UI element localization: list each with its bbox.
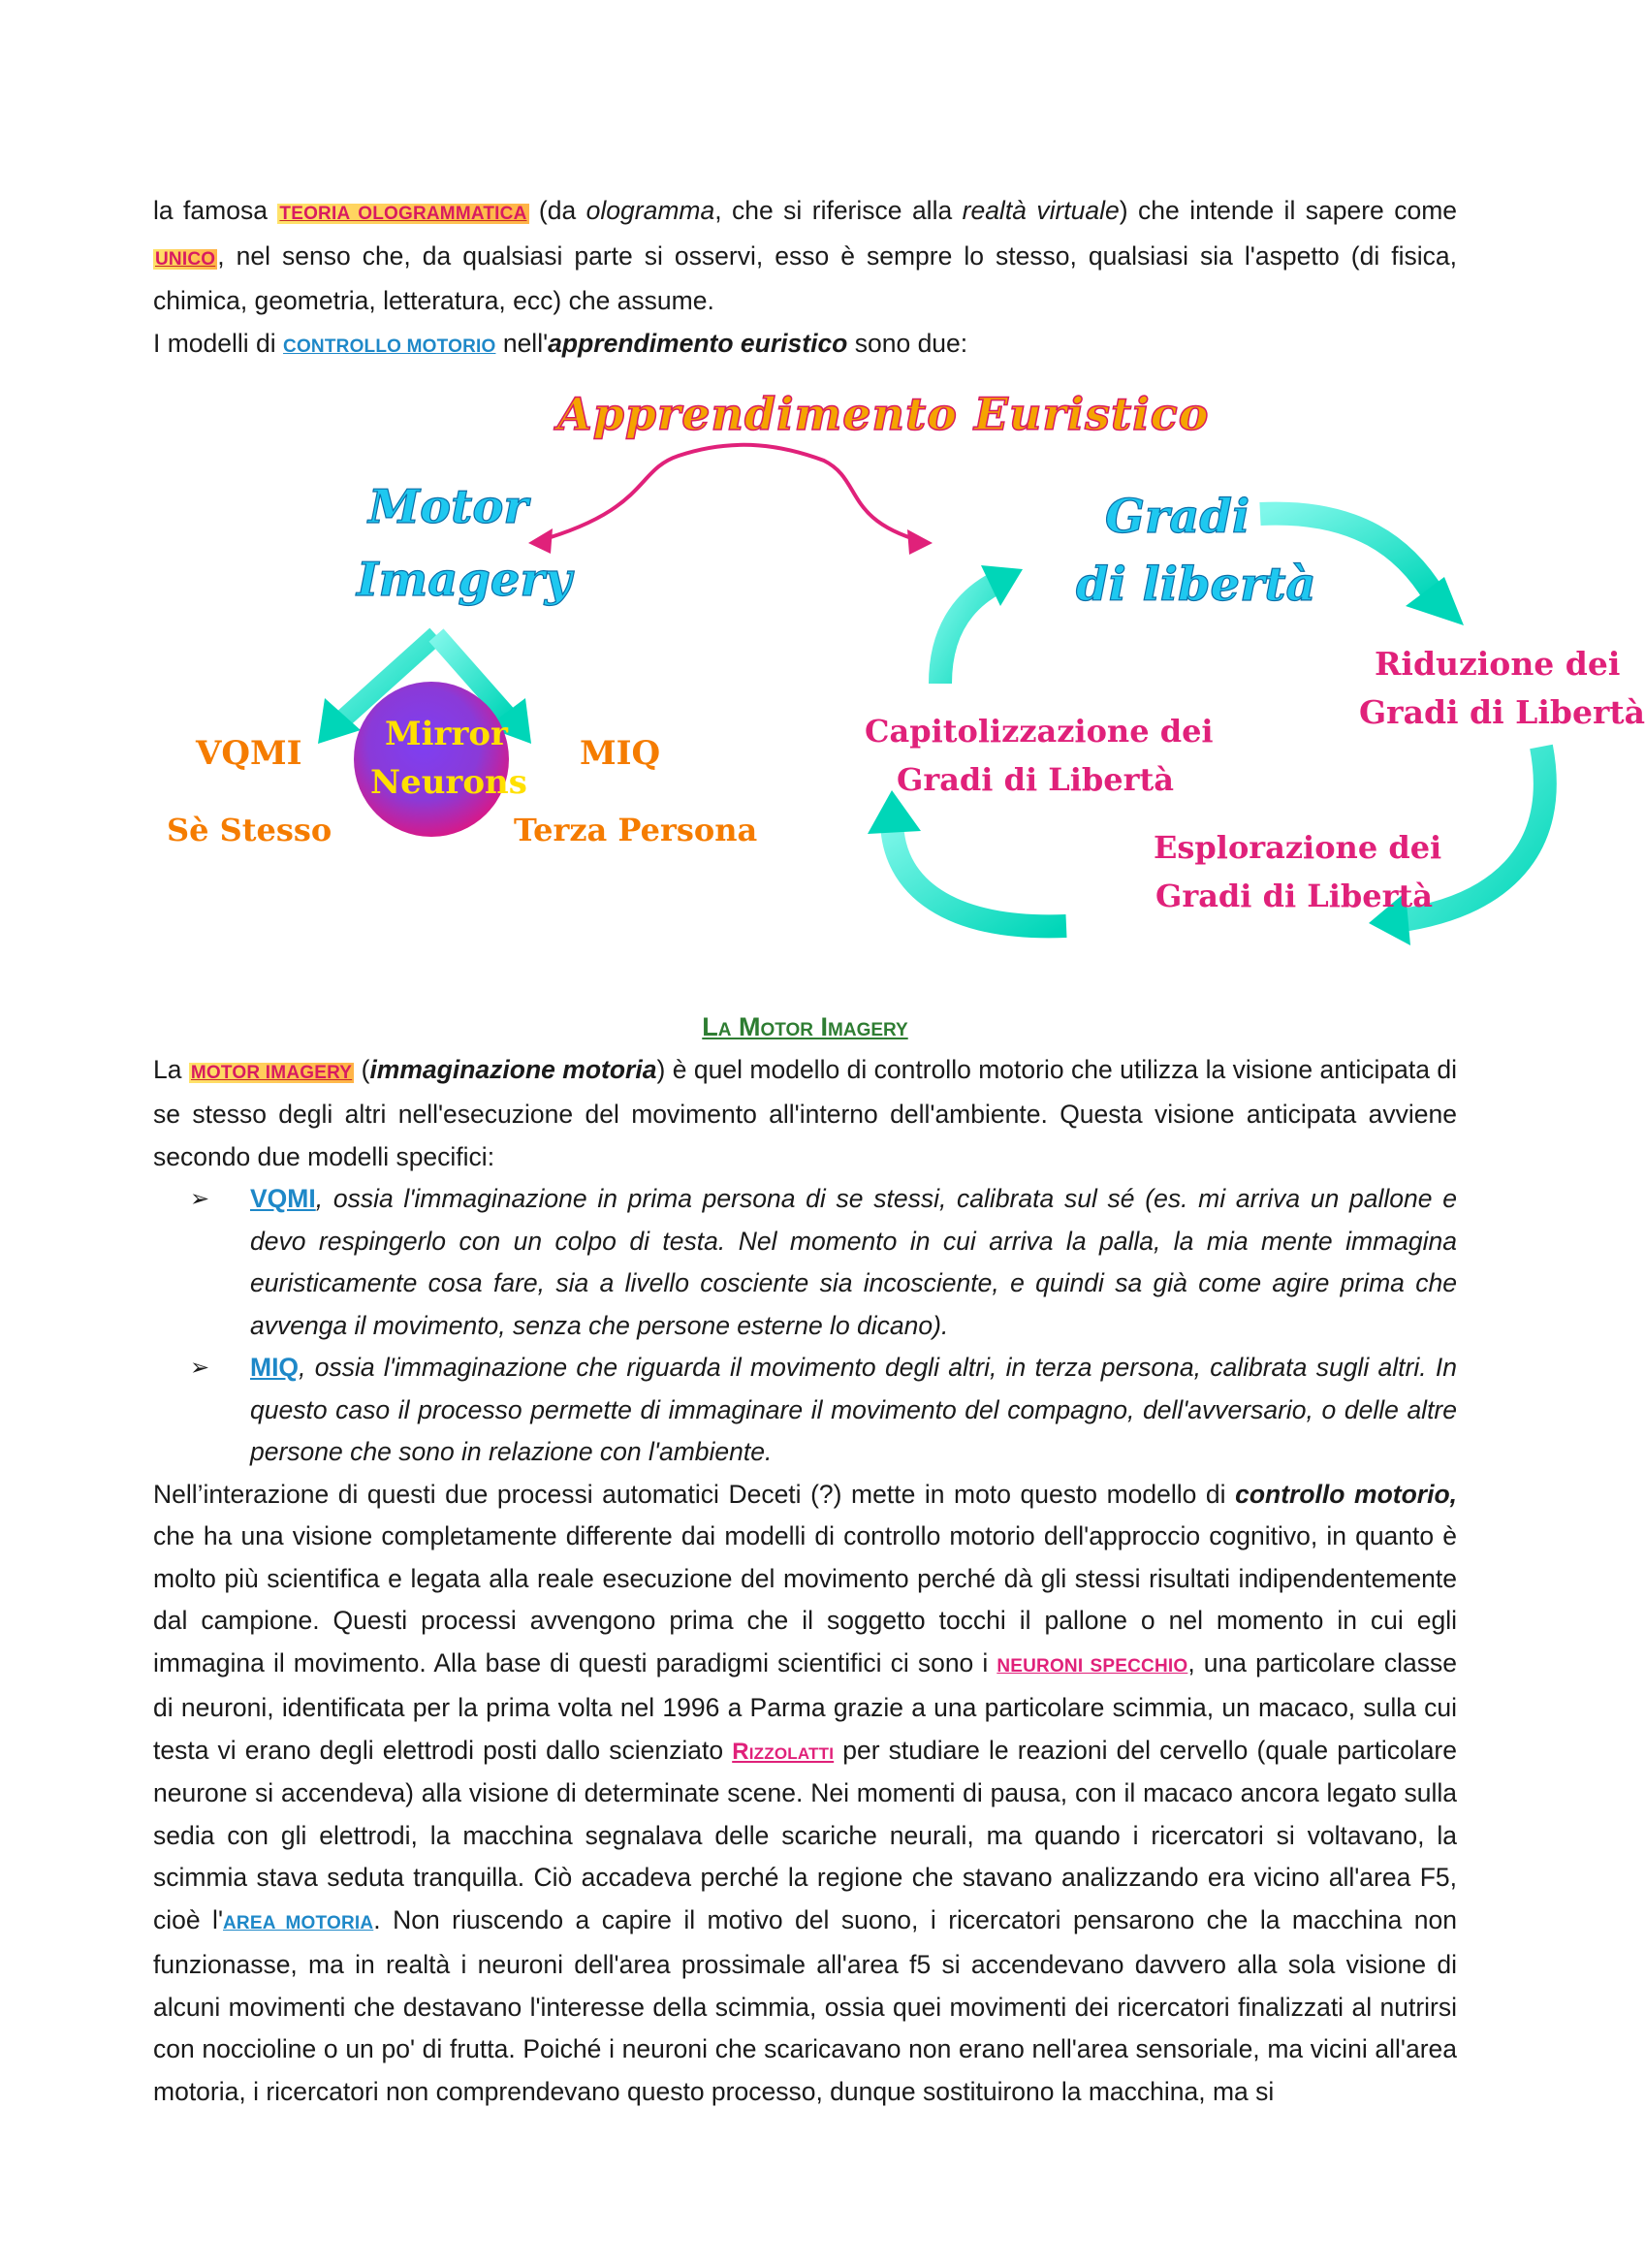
heuristic-learning-diagram	[145, 364, 1645, 965]
section-paragraph-2: Nell’interazione di questi due processi automatici Deceti (?) mette in moto questo modello di controllo motorio, che ha una visione completamente differente dai modelli di controllo motorio dell'approccio cognitivo, in quanto è molto più scientifica e legata alla reale esecuzione del movimento perché dà gli stessi risultati indipendentemente dal campione. Questi processi avvengono prima che il soggetto tocchi il pallone o nel momento in cui egli immagina il movimento. Alla base di questi paradigmi scientifici ci sono i NEURONI SPECCHIO, una particolare classe di neuroni, identificata per la prima volta nel 1996 a Parma grazie a una particolare scimmia, un macaco, sulla cui testa vi erano degli elettrodi posti dallo scienziato Rizzolatti per studiare le reazioni del cervello (quale particolare neurone si accendeva) alla visione di determinate scene. Nei momenti di pausa, con il macaco ancora legato sulla sedia con gli elettrodi, la macchina segnalava delle scariche neurali, ma quando i ricercatori si voltavano, la scimmia stava seduta tranquilla. Ciò accadeva perché la regione che stavano analizzando era vicino all'area F5, cioè l'AREA MOTORIA. Non riuscendo a capire il motivo del suono, i ricercatori pensarono che la macchina non funzionasse, ma in realtà i neuroni dell'area prossimale all'area f5 si accendevano davvero alla sola visione di alcuni movimenti che destavano l'interesse della scimmia, ossia quei movimenti dei ricercatori finalizzati al nutrirsi con noccioline o un po' di frutta. Poiché i neuroni che scaricavano non erano nell'area sensoriale, ma vicini all'area motoria, i ricercatori non comprendevano questo processo, dunque sostituirono la macchina, ma si	[153, 1479, 1457, 2106]
intro-paragraph-1: la famosa TEORIA OLOGRAMMATICA (da ologramma, che si riferisce alla realtà virtuale) che intende il sapere come UNICO, nel senso che, da qualsiasi parte si osservi, esso è sempre lo stesso, qualsiasi sia l'aspetto (di fisica, chimica, geometria, letteratura, ecc) che assume.	[153, 196, 1458, 315]
arrowhead-left-icon	[528, 528, 553, 554]
label-se-stesso: Sè Stesso	[167, 812, 332, 848]
list-item: ➢ VQMI, ossia l'immaginazione in prima persona di se stessi, calibrata sul sé (es. mi arriva un pallone e devo respingerlo con un colpo di testa. Nel momento in cui arriva la palla, la mia mente immagina euristicamente cosa fare, sia a livello cosciente sia incosciente, e quindi sa già come agire prima che avvenga il movimento, senza che persone esterne lo dicano).	[250, 1178, 1457, 1347]
label-vqmi: VQMI	[196, 734, 302, 773]
label-miq: MIQ	[580, 734, 661, 773]
arrow-bullet-icon: ➢	[190, 1186, 210, 1212]
keyword-neuroni-specchio: NEURONI SPECCHIO	[996, 1655, 1188, 1677]
motor-imagery-line-1: Motor	[368, 480, 528, 534]
label-capitolizzazione-2: Gradi di Libertà	[897, 761, 1175, 798]
label-riduzione-2: Gradi di Libertà	[1359, 693, 1645, 731]
mirror-neurons-line-1: Mirror	[385, 715, 508, 753]
motor-imagery-line-2: Imagery	[357, 553, 572, 607]
gradi-line-1: Gradi	[1105, 490, 1250, 544]
label-esplorazione-2: Gradi di Libertà	[1155, 878, 1434, 914]
cycle-arrow-left	[940, 582, 998, 684]
motor-imagery-section	[153, 997, 1457, 2113]
bullet-list	[153, 1178, 1457, 1474]
mirror-neurons-line-2: Neurons	[370, 763, 527, 802]
list-item: ➢ MIQ, ossia l'immaginazione che riguarda il movimento degli altri, in terza persona, calibrata sugli altri. In questo caso il processo permette di immaginare il movimento del compagno, dell'avversario, o delle altre persone che sono in relazione con l'ambiente.	[250, 1347, 1457, 1474]
arrow-bullet-icon: ➢	[190, 1355, 210, 1381]
cycle-arrow-bottom	[892, 819, 1066, 926]
diagram-title: Apprendimento Euristico	[557, 388, 1210, 440]
keyword-unico: UNICO	[155, 248, 216, 270]
label-esplorazione-1: Esplorazione dei	[1154, 829, 1442, 866]
gradi-line-2: di libertà	[1076, 558, 1316, 612]
keyword-teoria-olografica: TEORIA OLOGRAMMATICA	[279, 204, 527, 224]
intro-block	[153, 190, 1457, 367]
label-terza-persona: Terza Persona	[514, 812, 758, 848]
keyword-rizzolatti: Rizzolatti	[732, 1738, 835, 1765]
mirror-neurons-sphere	[354, 682, 509, 837]
arrowhead-right-icon	[907, 529, 933, 555]
keyword-area-motoria: AREA MOTORIA	[223, 1912, 374, 1933]
section-title: La Motor Imagery	[702, 1012, 908, 1041]
keyword-motor-imagery: MOTOR IMAGERY	[190, 1062, 353, 1083]
label-riduzione-1: Riduzione dei	[1375, 645, 1621, 683]
section-paragraph-1: La MOTOR IMAGERY (immaginazione motoria) è quel modello di controllo motorio che utilizza la visione anticipata di se stesso degli altri nell'esecuzione del movimento all'interno dell'ambiente. Questa visione anticipata avviene secondo due modelli specifici:	[153, 1054, 1458, 1171]
connector-arrow	[538, 445, 921, 541]
term-vqmi: VQMI	[250, 1184, 316, 1213]
label-capitolizzazione-1: Capitolizzazione dei	[865, 713, 1214, 750]
term-miq: MIQ	[250, 1353, 300, 1382]
intro-paragraph-2: I modelli di CONTROLLO MOTORIO nell'apprendimento euristico sono due:	[153, 328, 968, 358]
keyword-controllo-motorio: CONTROLLO MOTORIO	[283, 335, 496, 357]
